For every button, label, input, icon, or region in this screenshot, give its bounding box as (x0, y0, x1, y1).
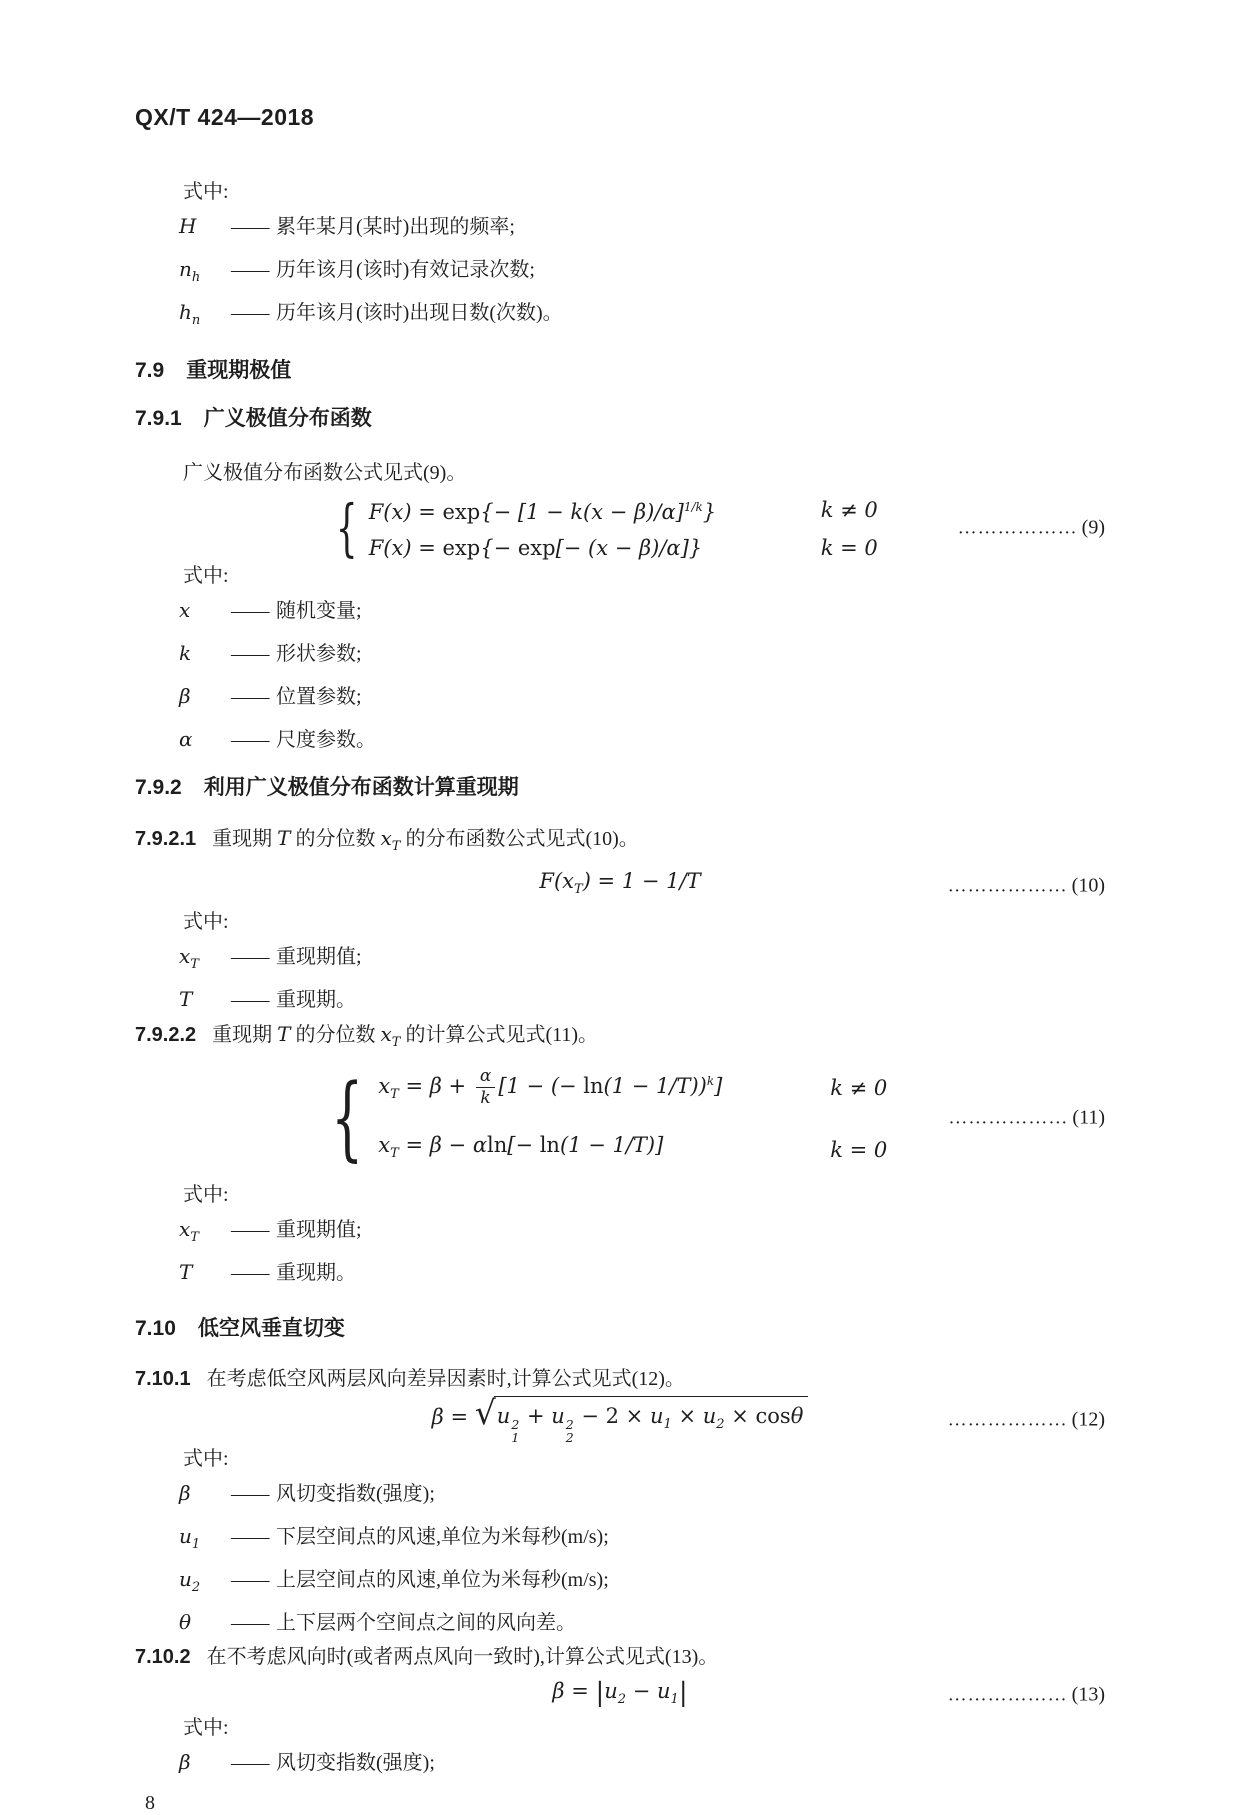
operator: exp (442, 536, 481, 560)
symbol (179, 683, 231, 718)
definition-dash: —— (231, 259, 268, 281)
definition-dash: —— (231, 1611, 268, 1634)
symbol (179, 1216, 231, 1251)
formula-part: u (702, 1403, 717, 1428)
where-label: 式中: (183, 911, 229, 934)
paragraph-text: 重现期 (212, 1024, 278, 1047)
formula-part: } (702, 500, 717, 524)
symbol (179, 1749, 231, 1784)
cases-block (327, 492, 912, 563)
symbol-description: 上层空间点的风速,单位为米每秒(m/s); (276, 1568, 609, 1591)
formula (378, 1066, 830, 1110)
symbol-letter: α (179, 727, 193, 751)
formula-part: β (552, 1678, 565, 1703)
subscript: 2 (716, 1416, 725, 1432)
leader-dots: ……………… (957, 517, 1078, 538)
formula-part: ) = 1 − 1/T (582, 869, 701, 893)
operator: ln (539, 1133, 560, 1158)
paragraph-7-9-2-1 (135, 825, 1105, 860)
operator: − (626, 1678, 658, 1703)
symbol-letter: n (179, 257, 192, 281)
section-number: 7.9.1 (135, 407, 182, 430)
formula (431, 1392, 809, 1445)
equation-leader (948, 874, 1105, 897)
definition-dash: —— (231, 1218, 268, 1241)
section-heading-7-9 (135, 358, 1105, 384)
subscript: 1 (670, 1692, 679, 1707)
paragraph-text: 的分布函数公式见式(10)。 (400, 828, 639, 850)
formula-part: (1 − 1/T)) (603, 1074, 707, 1099)
section-number: 7.10 (135, 1316, 176, 1340)
paragraph-text: 在考虑低空风两层风向差异因素时,计算公式见式(12)。 (206, 1367, 685, 1390)
sub-sup-stack (566, 1418, 574, 1444)
symbol-description: 风切变指数(强度); (276, 1752, 435, 1774)
equation-number: (10) (1071, 874, 1105, 897)
symbol-definition-row (179, 213, 1105, 248)
symbol-letter: x (179, 598, 191, 622)
symbol-description: 历年该月(该时)出现日数(次数)。 (276, 302, 563, 324)
exponent: 1/k (683, 500, 703, 514)
formula-part: = (564, 1678, 596, 1703)
formula (369, 492, 821, 527)
definition-dash: —— (231, 302, 268, 324)
formula-part: {− [1 − k(x − β)/α] (480, 500, 684, 524)
doc-code-header: QX/T 424—2018 (135, 104, 315, 130)
symbol-letter: u (179, 1566, 192, 1591)
paragraph-text: 的分位数 (290, 828, 381, 850)
operator: × (671, 1403, 703, 1428)
symbol-letter: x (179, 1216, 191, 1241)
cases-brace: { (336, 490, 358, 564)
subscript: 1 (663, 1416, 672, 1432)
definition-dash: —— (231, 686, 268, 708)
symbol-description: 累年某月(某时)出现的频率; (276, 216, 515, 238)
operator: + (520, 1403, 552, 1428)
formula-part: F(x) (368, 536, 412, 560)
subscript: T (574, 882, 583, 898)
symbol (179, 943, 231, 978)
case-line (378, 1066, 922, 1110)
formula-part: θ (790, 1403, 804, 1428)
case-condition: k = 0 (830, 1137, 888, 1162)
formula-part: ] (714, 1074, 723, 1099)
cases-brace: { (330, 1063, 364, 1171)
symbol (179, 640, 231, 675)
definition-dash: —— (231, 1568, 268, 1591)
fraction-denominator: k (480, 1088, 491, 1109)
symbol-description: 重现期。 (276, 989, 356, 1012)
paragraph-text: 重现期 (212, 828, 278, 850)
section-title: 低空风垂直切变 (197, 1316, 345, 1340)
formula-part: u (551, 1403, 565, 1428)
operator: ln (583, 1074, 604, 1099)
symbol-letter: k (179, 641, 192, 665)
square-root (474, 1392, 809, 1445)
formula-part: [1 − (− (498, 1074, 584, 1099)
formula-part: F(x (539, 869, 575, 893)
operator: ln (487, 1133, 508, 1158)
absolute-bar: | (595, 1677, 605, 1708)
definition-dash: —— (231, 1261, 268, 1284)
equation-leader (948, 1408, 1105, 1431)
paragraph-text: 广义极值分布函数公式见式(9)。 (183, 462, 467, 484)
variable: x (380, 1022, 392, 1047)
symbol-description: 重现期值; (276, 1218, 362, 1241)
symbol-definition-row (179, 726, 1105, 761)
equation-9 (135, 492, 1105, 563)
symbol (179, 1259, 231, 1294)
page-number: 8 (145, 1792, 155, 1814)
symbol (179, 1566, 231, 1601)
case-condition: k ≠ 0 (820, 497, 878, 522)
symbol-description: 上下层两个空间点之间的风向差。 (276, 1611, 576, 1634)
variable-subscript: T (391, 1035, 401, 1051)
radicand (494, 1396, 809, 1444)
formula-part: = β − α (398, 1133, 487, 1158)
formula (552, 1676, 687, 1715)
sub-sup-stack (511, 1418, 519, 1444)
definition-dash: —— (231, 989, 268, 1012)
symbol-letter: x (179, 944, 191, 969)
subscript: T (390, 1146, 399, 1162)
symbol-definition-row (179, 1609, 1105, 1644)
symbol-definition-row (179, 1480, 1105, 1515)
symbol-description: 尺度参数。 (276, 729, 376, 751)
symbol-subscript: n (191, 313, 201, 328)
absolute-bar: | (678, 1677, 688, 1708)
formula-part: = (443, 1404, 475, 1429)
operator: − 2 × (574, 1403, 650, 1428)
equation-number: (11) (1072, 1106, 1105, 1129)
symbol-subscript: 1 (191, 1536, 201, 1552)
symbol-letter: u (179, 1523, 192, 1548)
symbol-definition-row (179, 1259, 1105, 1294)
case-line (369, 492, 913, 527)
formula-part: = β + (398, 1074, 473, 1099)
equation-number: (9) (1081, 516, 1105, 538)
section-title: 广义极值分布函数 (203, 407, 372, 430)
equation-leader (948, 1106, 1105, 1129)
formula-part: u (649, 1403, 664, 1428)
symbol-letter: θ (179, 1609, 192, 1634)
symbol-letter: T (179, 1259, 193, 1284)
case-line (369, 533, 913, 563)
equation-11 (135, 1063, 1105, 1171)
radical-sign: √ (474, 1392, 496, 1432)
symbol (179, 597, 231, 632)
formula-part: u (496, 1403, 511, 1428)
formula-part: = (411, 536, 443, 560)
definition-dash: —— (231, 1752, 268, 1774)
symbol-subscript: T (190, 1229, 199, 1245)
symbol (179, 256, 231, 291)
symbol-description: 位置参数; (276, 686, 362, 708)
section-number: 7.9.2 (135, 776, 182, 799)
subscript: 1 (511, 1429, 520, 1445)
superscript: 2 (511, 1416, 520, 1432)
definition-dash: —— (231, 1482, 268, 1505)
definition-dash: —— (231, 643, 268, 665)
formula-part: (1 − 1/T)] (559, 1133, 664, 1158)
symbol-letter: β (179, 1480, 191, 1505)
fraction (476, 1067, 495, 1109)
formula-part: β (431, 1404, 444, 1429)
symbol-letter: T (179, 987, 193, 1012)
operator: × (724, 1403, 756, 1428)
intro-paragraph (183, 460, 1105, 486)
symbol-letter: h (179, 300, 192, 324)
variable: T (277, 826, 291, 850)
case-condition: k = 0 (820, 536, 878, 560)
subscript: 2 (617, 1692, 627, 1707)
symbol-definition-row (179, 299, 1105, 334)
symbol-description: 重现期。 (276, 1261, 356, 1284)
symbol-definition-row (179, 1523, 1105, 1558)
symbol-definition-row (179, 986, 1105, 1021)
symbol-subscript: 2 (191, 1579, 201, 1595)
equation-leader (948, 1684, 1105, 1707)
symbol (179, 986, 231, 1021)
symbol (179, 1480, 231, 1515)
symbol-description: 形状参数; (276, 643, 362, 665)
leader-dots: ……………… (947, 1409, 1068, 1431)
paragraph-text: 的计算公式见式(11)。 (400, 1024, 599, 1047)
operator: exp (442, 500, 481, 524)
formula (539, 866, 700, 905)
definition-dash: —— (231, 600, 268, 622)
symbol-letter: H (179, 214, 197, 238)
where-label: 式中: (183, 1447, 229, 1470)
symbol (179, 726, 231, 761)
symbol-definition-row (179, 597, 1105, 632)
where-label: 式中: (183, 1717, 229, 1739)
variable: T (277, 1022, 291, 1047)
cases-block (318, 1063, 923, 1171)
symbol-description: 随机变量; (276, 600, 362, 622)
symbol-definition-row (179, 1566, 1105, 1601)
definition-dash: —— (231, 216, 268, 238)
formula-part: F(x) (368, 500, 412, 524)
symbol-definition-row (179, 256, 1105, 291)
section-title: 利用广义极值分布函数计算重现期 (203, 776, 519, 799)
equation-10 (135, 866, 1105, 905)
operator: cos (755, 1403, 791, 1428)
symbol-letter: β (179, 684, 191, 708)
symbol-definition-row (179, 943, 1105, 978)
superscript: 2 (565, 1416, 574, 1432)
formula-part: x (378, 1133, 391, 1158)
symbol (179, 299, 231, 334)
symbol-definition-row (179, 640, 1105, 675)
symbol-definition-row (179, 683, 1105, 718)
formula-part: u (657, 1678, 671, 1703)
section-title: 重现期极值 (186, 359, 292, 382)
equation-number: (13) (1071, 1683, 1105, 1706)
case-condition: k ≠ 0 (830, 1076, 888, 1101)
paragraph-7-9-2-2 (135, 1021, 1105, 1056)
variable: x (380, 826, 392, 850)
symbol-definition-row (179, 1216, 1105, 1251)
where-label: 式中: (183, 565, 229, 587)
paragraph-7-10-1 (135, 1366, 1105, 1392)
section-number: 7.9 (135, 359, 165, 382)
leader-dots: ……………… (948, 1107, 1069, 1129)
section-heading-7-10 (135, 1316, 1105, 1342)
symbol (179, 1523, 231, 1558)
symbol-letter: β (179, 1750, 191, 1774)
formula-part: [− (507, 1133, 540, 1158)
formula-part: {− (480, 536, 518, 560)
where-label: 式中: (183, 1183, 229, 1206)
symbol-description: 历年该月(该时)有效记录次数; (276, 259, 535, 281)
clause-number: 7.9.2.2 (135, 1024, 197, 1047)
symbol-description: 重现期值; (276, 946, 362, 969)
symbol-description: 风切变指数(强度); (276, 1482, 435, 1505)
paragraph-text: 在不考虑风向时(或者两点风向一致时),计算公式见式(13)。 (206, 1645, 719, 1668)
clause-number: 7.10.2 (135, 1645, 191, 1668)
definition-dash: —— (231, 729, 268, 751)
section-heading-7-9-1 (135, 406, 1105, 432)
definition-dash: —— (231, 1525, 268, 1548)
where-label: 式中: (183, 181, 229, 203)
symbol-subscript: h (191, 270, 201, 285)
symbol-description: 下层空间点的风速,单位为米每秒(m/s); (276, 1525, 609, 1548)
paragraph-text: 的分位数 (290, 1024, 381, 1047)
operator: exp (517, 536, 556, 560)
section-heading-7-9-2 (135, 775, 1105, 801)
leader-dots: ……………… (947, 875, 1068, 897)
symbol (179, 213, 231, 248)
exponent: k (706, 1074, 715, 1089)
equation-13 (135, 1676, 1105, 1715)
variable-subscript: T (391, 839, 401, 854)
equation-12 (135, 1392, 1105, 1445)
formula-part: x (378, 1074, 391, 1099)
leader-dots: ……………… (947, 1684, 1068, 1706)
symbol-definition-row (179, 1749, 1105, 1784)
formula-part: = (411, 500, 443, 524)
clause-number: 7.9.2.1 (135, 828, 197, 850)
formula-part: u (604, 1678, 618, 1703)
symbol-subscript: T (190, 957, 199, 973)
clause-number: 7.10.1 (135, 1367, 191, 1390)
formula-part: [− (x − β)/α]} (555, 536, 703, 560)
subscript: 2 (565, 1429, 574, 1445)
subscript: T (390, 1087, 399, 1103)
definition-dash: —— (231, 946, 268, 969)
formula (378, 1130, 830, 1169)
case-line (378, 1130, 922, 1169)
fraction-numerator: α (476, 1067, 495, 1089)
equation-leader (958, 516, 1105, 539)
symbol (179, 1609, 231, 1644)
paragraph-7-10-2 (135, 1644, 1105, 1670)
equation-number: (12) (1071, 1408, 1105, 1431)
formula (369, 533, 821, 563)
